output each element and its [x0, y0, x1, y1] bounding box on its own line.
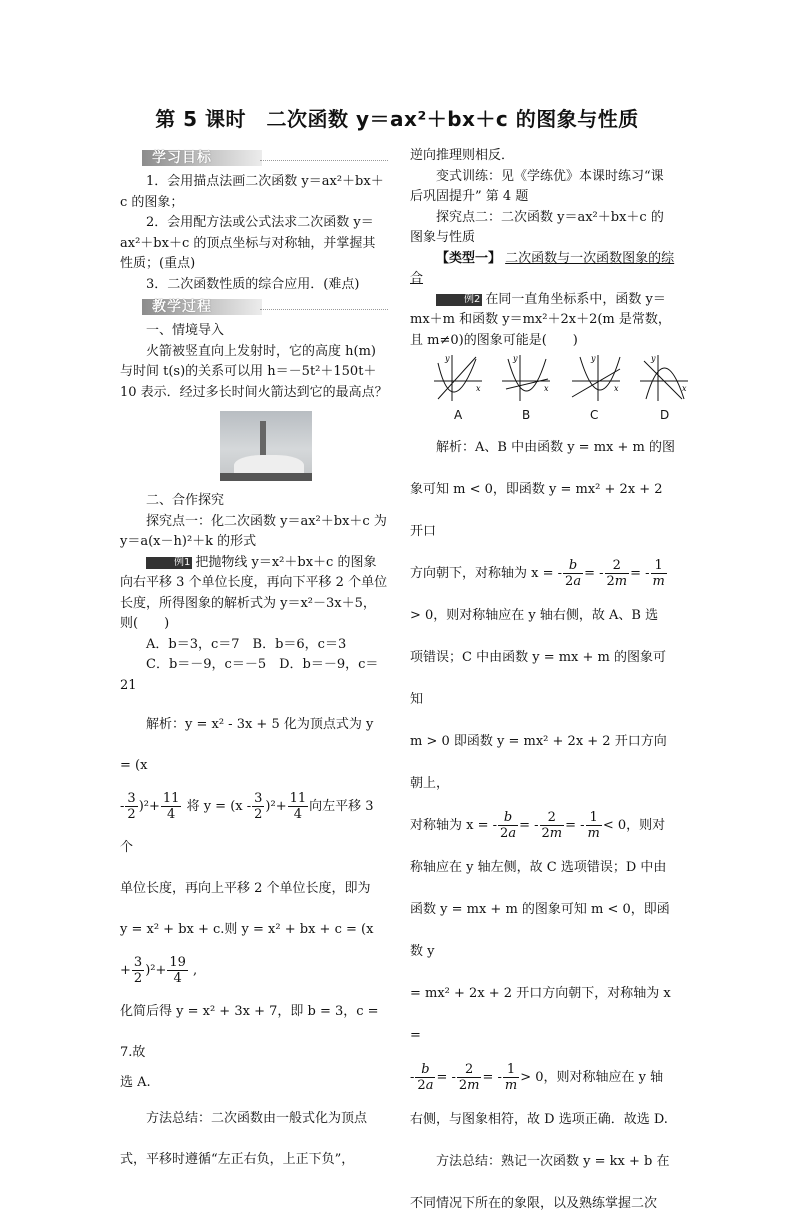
graph-label-c: C: [590, 408, 599, 422]
svg-text:x: x: [614, 384, 619, 393]
svg-text:x: x: [682, 384, 687, 393]
left-column: [120, 146, 388, 1180]
explore-2: 探究点二：二次函数 y＝ax²＋bx＋c 的图象与性质: [410, 209, 664, 245]
svg-text:x: x: [476, 384, 481, 393]
analysis-line-11: - $\frac{b}{2a}$ = - $\frac{2}{2m}$ = - $\frac{1}{m}$ > 0，则对称轴应在 y 轴: [410, 1062, 664, 1093]
explore-1: 探究点一：化二次函数 y＝ax²＋bx＋c 为 y＝a(x－h)²＋k 的形式: [120, 513, 387, 549]
goal-3: 3．二次函数性质的综合应用．(难点): [146, 276, 360, 292]
svg-text:y: y: [591, 354, 596, 363]
section-1-heading: 一、情境导入: [146, 323, 225, 338]
example-1-options-ab: A．b＝3，c＝7 B．b＝6，c＝3: [146, 636, 347, 652]
analysis-line-8: 称轴应在 y 轴左侧，故 C 选项错误；D 中由: [410, 860, 667, 875]
analysis-line-12: 右侧，与图象相符，故 D 选项正确．故选 D.: [410, 1112, 668, 1127]
example-1-options-cd: C．b＝－9，c＝－5 D．b＝－9，c＝21: [120, 657, 379, 693]
example-1-tag: 例1: [146, 557, 192, 569]
rocket-launch-image: [220, 411, 312, 481]
solution-line-4: y = x² + bx + c.则 y = x² + bx + c = (x + $\frac{3}{2}$ )²+ $\frac{19}{4}$ ,: [120, 922, 374, 986]
graph-label-b: B: [522, 408, 531, 422]
goal-2: 2．会用配方法或公式法求二次函数 y＝ax²＋bx＋c 的顶点坐标与对称轴，并掌握其性质；(重点): [120, 215, 376, 271]
goal-1: 1．会用描点法画二次函数 y＝ax²＋bx＋c 的图象；: [120, 174, 384, 210]
graph-label-a: A: [454, 408, 463, 422]
analysis-line-10: = mx² + 2x + 2 开口方向朝下，对称轴为 x =: [410, 986, 671, 1043]
graph-b: [500, 353, 552, 403]
svg-text:y: y: [651, 354, 656, 363]
page-title: 第 5 课时 二次函数 y＝ax²＋bx＋c 的图象与性质: [155, 107, 639, 131]
section-2-heading: 二、合作探究: [146, 493, 225, 508]
method-summary-2: 方法总结：熟记一次函数 y = kx + b 在: [436, 1154, 670, 1169]
example-2: 例2 在同一直角坐标系中，函数 y＝mx＋m 和函数 y＝mx²＋2x＋2(m 是常数，且 m≠0)的图象可能是( ): [410, 291, 671, 348]
graph-options: [410, 353, 687, 423]
solution-line-5: 化简后得 y = x² + 3x + 7，即 b = 3，c = 7.故: [120, 1004, 379, 1060]
intro-text: 火箭被竖直向上发射时，它的高度 h(m)与时间 t(s)的关系可以用 h＝－5t²＋150t＋10 表示．经过多长时间火箭达到它的最高点？: [120, 343, 388, 400]
analysis-line-1: 解析：A、B 中由函数 y = mx + m 的图: [436, 440, 675, 455]
method-summary-3: 不同情况下所在的象限，以及熟练掌握二次: [410, 1196, 658, 1211]
graph-label-d: D: [660, 408, 670, 422]
analysis-line-3: 方向朝下，对称轴为 x = - $\frac{b}{2a}$ = - $\frac{2}{2m}$ = - $\frac{1}{m}$: [410, 558, 665, 589]
analysis-line-6: m > 0 即函数 y = mx² + 2x + 2 开口方向朝上，: [410, 734, 667, 791]
example-1: 例1 把抛物线 y＝x²＋bx＋c 的图象向右平移 3 个单位长度，再向下平移 2 个单位长度，所得图象的解析式为 y＝x²－3x＋5，则( ): [120, 554, 388, 631]
graph-c: [570, 353, 622, 403]
svg-text:y: y: [445, 354, 450, 363]
process-header: 教学过程: [120, 297, 388, 317]
variant-training: 变式训练：见《学练优》本课时练习“课后巩固提升” 第 4 题: [410, 168, 664, 204]
analysis-line-7: 对称轴为 x = - $\frac{b}{2a}$ = - $\frac{2}{2m}$ = - $\frac{1}{m}$ < 0，则对: [410, 810, 666, 841]
method-summary-1: 方法总结：二次函数由一般式化为顶点式，平移时遵循“左正右负，上正下负”，: [120, 1110, 368, 1167]
analysis-line-5: 项错误；C 中由函数 y = mx + m 的图象可知: [410, 650, 666, 707]
right-column: [410, 146, 687, 1225]
solution-line-6: 选 A.: [120, 1075, 151, 1090]
analysis-line-9: 函数 y = mx + m 的图象可知 m < 0，即函数 y: [410, 902, 670, 959]
graph-a: [432, 353, 484, 403]
svg-text:x: x: [544, 384, 549, 393]
analysis-line-2: 象可知 m < 0，即函数 y = mx² + 2x + 2 开口: [410, 482, 663, 539]
continued-text: 逆向推理则相反．: [410, 148, 515, 163]
analysis-line-4: > 0，则对称轴应在 y 轴右侧，故 A、B 选: [410, 608, 659, 623]
solution-line-3: 单位长度，再向上平移 2 个单位长度，即为: [120, 881, 371, 896]
solution-line-2: - $\frac{3}{2}$ )²+ $\frac{11}{4}$ 将 y = (x - $\frac{3}{2}$ )²+ $\frac{11}{4}$ 向左平移 3 个: [120, 791, 374, 855]
example-2-tag: 例2: [436, 294, 482, 306]
svg-text:y: y: [513, 354, 518, 363]
solution-line-1: 解析：y = x² - 3x + 5 化为顶点式为 y = (x: [120, 717, 374, 773]
type-1-heading: 【类型一】 二次函数与一次函数图象的综合: [410, 250, 675, 286]
graph-d: [638, 353, 690, 403]
goals-header: 学习目标: [120, 148, 388, 168]
